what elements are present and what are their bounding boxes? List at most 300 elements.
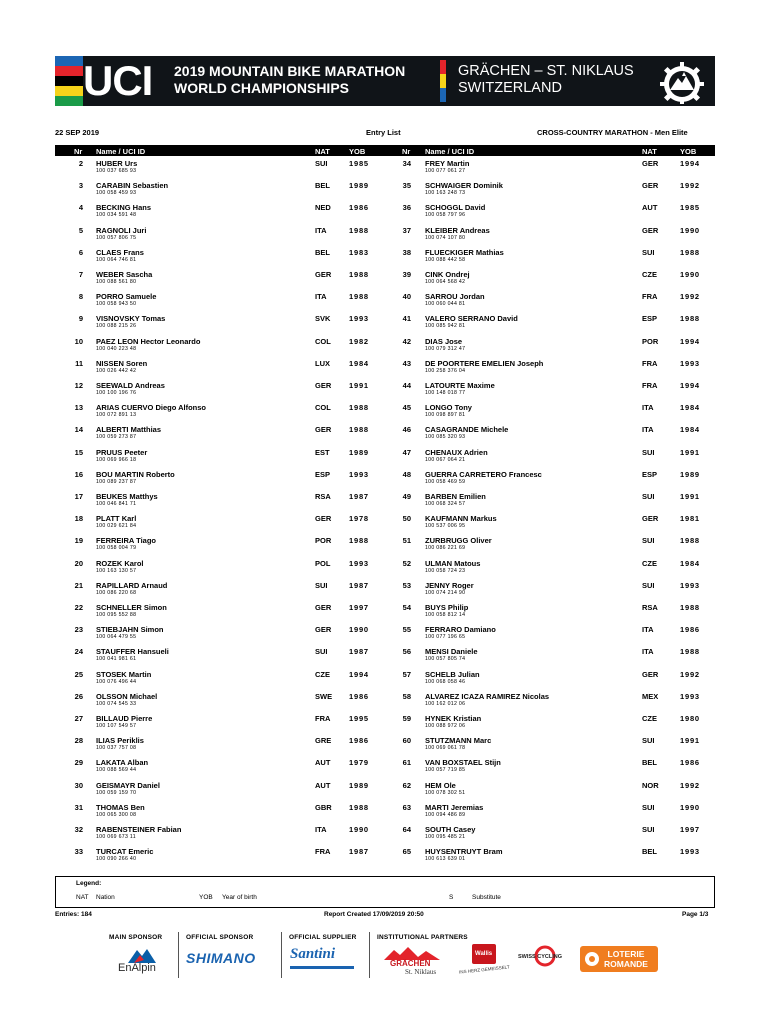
rider-yob: 1988: [349, 802, 369, 812]
table-row: [55, 558, 715, 580]
uci-id: 100 037 685 93: [96, 168, 137, 174]
rider-nation: SUI: [642, 802, 655, 812]
championship-title: 2019 MOUNTAIN BIKE MARATHON WORLD CHAMPIONSHIPS: [174, 63, 406, 96]
rider-number: 47: [402, 447, 411, 457]
rider-name: SCHOGGL David: [425, 203, 486, 213]
table-row: [55, 713, 715, 735]
rider-name: WEBER Sascha: [96, 270, 153, 279]
rider-nation: GER: [315, 425, 332, 435]
venue-title: GRÄCHEN – ST. NIKLAUS SWITZERLAND: [458, 63, 634, 96]
rider-name: FERRARO Damiano: [425, 625, 496, 635]
uci-id: 100 069 966 18: [96, 456, 137, 463]
table-row: [55, 202, 715, 224]
rider-yob: 1986: [349, 691, 369, 701]
official-sponsor-label: OFFICIAL SPONSOR: [186, 934, 254, 941]
uci-id: 100 059 159 70: [96, 789, 137, 796]
rider-nation: GRE: [315, 736, 332, 746]
rider-yob: 1984: [680, 558, 700, 568]
rider-nation: SUI: [315, 580, 328, 590]
rider-nation: SUI: [315, 647, 328, 657]
table-row: [55, 247, 715, 269]
rider-name: JENNY Roger: [425, 580, 474, 590]
rider-nation: GER: [642, 669, 659, 679]
rider-yob: 1993: [680, 691, 700, 701]
rider-nation: RSA: [315, 492, 331, 501]
rider-yob: 1984: [680, 425, 700, 435]
rider-yob: 1982: [349, 336, 369, 346]
rider-nation: SUI: [642, 825, 655, 834]
sponsor-divider: [178, 932, 179, 978]
rider-nation: ITA: [315, 225, 327, 235]
rider-number: 20: [74, 558, 83, 568]
rider-nation: NED: [315, 203, 331, 213]
uci-id: 100 064 568 42: [425, 279, 466, 285]
table-row: [55, 158, 715, 180]
uci-id: 100 163 248 73: [425, 190, 466, 197]
rider-nation: GBR: [315, 802, 332, 812]
rider-nation: SWE: [315, 691, 333, 701]
swiss-cycling-logo: SWISS CYCLING: [518, 954, 563, 960]
uci-id: 100 058 469 59: [425, 478, 466, 485]
rider-yob: 1988: [349, 403, 369, 413]
list-title: Entry List: [366, 128, 401, 137]
rider-number: 30: [74, 780, 83, 790]
rider-number: 44: [402, 381, 411, 390]
rider-number: 42: [402, 336, 411, 346]
rider-name: CHENAUX Adrien: [425, 447, 488, 457]
rider-yob: 1986: [680, 758, 700, 768]
rider-number: 43: [402, 358, 411, 368]
table-row: [55, 535, 715, 557]
table-row: [55, 291, 715, 313]
rider-nation: POR: [642, 336, 659, 346]
uci-id: 100 074 214 90: [425, 589, 466, 596]
rider-name: SCHWAIGER Dominik: [425, 181, 503, 191]
rider-yob: 1997: [349, 603, 369, 612]
loterie-romande-logo: LOTERIE ROMANDE: [604, 949, 648, 969]
rider-number: 2: [78, 159, 83, 168]
rider-nation: POL: [315, 558, 331, 568]
rider-number: 55: [402, 625, 411, 635]
rider-yob: 1993: [349, 558, 369, 568]
rider-yob: 1986: [349, 736, 369, 746]
rider-number: 4: [78, 203, 83, 213]
rider-nation: BEL: [642, 847, 657, 857]
rider-name: GEISMAYR Daniel: [96, 780, 160, 790]
legend-s-text: Substitute: [472, 894, 501, 901]
rider-nation: GER: [315, 603, 332, 612]
rider-yob: 1988: [680, 603, 700, 612]
rider-number: 11: [75, 358, 83, 368]
rider-yob: 1989: [349, 181, 369, 191]
rider-number: 23: [74, 625, 83, 635]
table-row: [55, 735, 715, 757]
rider-number: 8: [78, 292, 83, 302]
rider-number: 63: [402, 802, 411, 812]
uci-id: 100 046 841 71: [96, 501, 137, 507]
rider-nation: AUT: [315, 780, 331, 790]
rider-name: PLATT Karl: [96, 514, 137, 524]
rider-nation: MEX: [642, 691, 659, 701]
rider-name: BARBEN Emilien: [425, 492, 486, 501]
rider-nation: GER: [315, 625, 332, 635]
rider-name: KAUFMANN Markus: [425, 514, 497, 524]
uci-id: 100 086 220 68: [96, 589, 137, 596]
rider-yob: 1990: [680, 225, 700, 235]
rider-name: SARROU Jordan: [425, 292, 485, 302]
rider-name: FREY Martin: [425, 159, 470, 168]
rider-name: TURCAT Emeric: [96, 847, 154, 857]
divider-stripe: [440, 60, 446, 102]
rider-name: VAN BOXSTAEL Stijn: [425, 758, 501, 768]
uci-id: 100 088 215 26: [96, 323, 137, 330]
uci-id: 100 085 942 81: [425, 323, 466, 330]
rider-name: BOU MARTIN Roberto: [96, 469, 175, 479]
uci-id: 100 077 061 27: [425, 168, 466, 174]
rider-name: VALERO SERRANO David: [425, 314, 518, 324]
rider-number: 51: [402, 536, 411, 546]
table-row: [55, 225, 715, 247]
table-row: [55, 313, 715, 335]
table-row: [55, 602, 715, 624]
rider-number: 5: [78, 225, 83, 235]
rider-nation: BEL: [642, 758, 657, 768]
rider-yob: 1988: [349, 536, 369, 546]
legend-s-code: S: [449, 894, 454, 901]
rider-yob: 1986: [680, 625, 700, 635]
uci-id: 100 067 064 21: [425, 456, 466, 463]
table-row: [55, 580, 715, 602]
table-row: [55, 336, 715, 358]
rider-name: SOUTH Casey: [425, 825, 476, 834]
rider-nation: ITA: [315, 292, 327, 302]
rider-nation: SUI: [642, 536, 655, 546]
rider-nation: BEL: [315, 247, 330, 257]
rider-yob: 1985: [349, 159, 369, 168]
table-row: [55, 513, 715, 535]
table-row: [55, 380, 715, 402]
rider-name: OLSSON Michael: [96, 691, 158, 701]
uci-id: 100 060 044 81: [425, 301, 466, 308]
rider-yob: 1988: [349, 425, 369, 435]
rider-yob: 1988: [349, 225, 369, 235]
rider-name: MARTI Jeremias: [425, 802, 484, 812]
rider-nation: BEL: [315, 181, 330, 191]
rider-name: ARIAS CUERVO Diego Alfonso: [96, 403, 207, 413]
rider-name: FERREIRA Tiago: [96, 536, 157, 546]
rider-yob: 1978: [349, 514, 369, 524]
rider-nation: GER: [642, 514, 659, 524]
race-date: 22 SEP 2019: [55, 128, 100, 137]
rider-name: ZURBRUGG Oliver: [425, 536, 492, 546]
uci-id: 100 057 805 74: [425, 656, 466, 663]
rider-nation: COL: [315, 336, 331, 346]
uci-id: 100 068 058 46: [425, 678, 466, 685]
rider-yob: 1991: [680, 736, 700, 746]
rider-yob: 1986: [349, 203, 369, 213]
santini-underline: [290, 966, 354, 969]
uci-id: 100 076 496 44: [96, 678, 137, 685]
main-sponsor-label: MAIN SPONSOR: [109, 934, 163, 941]
uci-id: 100 537 006 95: [425, 523, 466, 530]
table-row: [55, 780, 715, 802]
rider-name: DE POORTERE EMELIEN Joseph: [425, 358, 544, 368]
uci-id: 100 034 591 48: [96, 212, 137, 219]
rider-number: 53: [402, 580, 411, 590]
table-row: [55, 447, 715, 469]
rider-yob: 1987: [349, 580, 369, 590]
table-row: [55, 402, 715, 424]
rider-number: 48: [402, 469, 411, 479]
rider-yob: 1988: [349, 270, 369, 279]
rider-nation: CZE: [642, 558, 657, 568]
rider-nation: GER: [642, 181, 659, 191]
uci-rainbow-stripe: [55, 56, 83, 106]
uci-id: 100 163 130 57: [96, 567, 137, 574]
col-name-left: Name / UCI ID: [96, 146, 146, 156]
uci-id: 100 069 673 11: [96, 834, 136, 840]
rider-number: 3: [78, 181, 83, 191]
rider-nation: FRA: [642, 358, 658, 368]
rider-yob: 1988: [680, 647, 700, 657]
rider-yob: 1992: [680, 181, 700, 191]
uci-id: 100 068 324 57: [425, 501, 466, 507]
rider-name: RAPILLARD Arnaud: [96, 580, 168, 590]
rider-number: 56: [402, 647, 411, 657]
rider-yob: 1995: [349, 714, 369, 723]
rider-name: BUYS Philip: [425, 603, 469, 612]
rider-number: 9: [78, 314, 83, 324]
table-row: [55, 669, 715, 691]
uci-id: 100 029 621 84: [96, 523, 137, 530]
legend-nat-text: Nation: [96, 894, 115, 901]
rider-nation: FRA: [642, 381, 658, 390]
rider-yob: 1988: [680, 314, 700, 324]
rider-yob: 1990: [680, 802, 700, 812]
rider-yob: 1991: [680, 447, 700, 457]
rider-number: 39: [402, 270, 411, 279]
rider-number: 12: [74, 381, 83, 390]
rider-number: 18: [74, 514, 83, 524]
col-yob-left: YOB: [349, 146, 366, 156]
uci-id: 100 064 479 55: [96, 634, 137, 641]
legend-yob-code: YOB: [199, 894, 213, 901]
uci-id: 100 072 891 13: [96, 412, 137, 419]
rider-number: 59: [402, 714, 411, 723]
rider-number: 28: [74, 736, 83, 746]
rider-yob: 1991: [349, 381, 369, 390]
rider-name: ILIAS Periklis: [96, 736, 144, 746]
rider-name: KLEIBER Andreas: [425, 225, 490, 235]
table-row: [55, 269, 715, 291]
rider-yob: 1990: [349, 625, 369, 635]
official-supplier-label: OFFICIAL SUPPLIER: [289, 934, 357, 941]
rider-nation: GER: [642, 225, 659, 235]
rider-number: 33: [74, 847, 83, 857]
rider-number: 19: [74, 536, 83, 546]
uci-id: 100 107 549 57: [96, 723, 137, 729]
uci-id: 100 077 196 65: [425, 634, 466, 641]
rider-yob: 1984: [680, 403, 700, 413]
rider-name: GUERRA CARRETERO Francesc: [425, 469, 542, 479]
uci-id: 100 058 943 50: [96, 301, 137, 308]
rider-name: LONGO Tony: [425, 403, 472, 413]
rider-number: 25: [74, 669, 83, 679]
rider-yob: 1990: [680, 270, 700, 279]
enalpin-logo: EnAlpin: [118, 962, 156, 974]
report-created: Report Created 17/09/2019 20:50: [324, 911, 424, 918]
uci-id: 100 057 806 75: [96, 234, 137, 241]
rider-nation: FRA: [315, 847, 331, 857]
rider-nation: SUI: [642, 492, 655, 501]
rider-nation: COL: [315, 403, 331, 413]
rider-nation: FRA: [315, 714, 331, 723]
table-row: [55, 824, 715, 846]
rider-yob: 1990: [349, 825, 369, 834]
rider-number: 36: [402, 203, 411, 213]
rider-nation: FRA: [642, 292, 658, 302]
rider-yob: 1993: [680, 847, 700, 857]
grachen-logo: GRÄCHEN: [390, 959, 431, 968]
rider-number: 21: [74, 580, 83, 590]
rider-name: ULMAN Matous: [425, 558, 481, 568]
uci-id: 100 058 459 93: [96, 190, 137, 197]
rider-yob: 1993: [349, 314, 369, 324]
rider-name: BECKING Hans: [96, 203, 152, 213]
uci-id: 100 095 552 88: [96, 612, 137, 618]
col-yob-right: YOB: [680, 146, 697, 156]
rider-name: RABENSTEINER Fabian: [96, 825, 182, 834]
grachen-logo-icon: [384, 946, 440, 960]
rider-name: CASAGRANDE Michele: [425, 425, 509, 435]
rider-name: STUTZMANN Marc: [425, 736, 492, 746]
rider-number: 6: [78, 247, 83, 257]
stniklaus-logo: St. Niklaus: [405, 968, 437, 976]
rider-yob: 1987: [349, 492, 369, 501]
rider-number: 60: [402, 736, 411, 746]
table-row: [55, 646, 715, 668]
rider-number: 26: [74, 691, 83, 701]
rider-nation: ITA: [642, 625, 654, 635]
race-category: CROSS-COUNTRY MARATHON - Men Elite: [537, 128, 688, 137]
uci-id: 100 059 273 87: [96, 434, 137, 441]
rider-yob: 1997: [680, 825, 700, 834]
rider-nation: EST: [315, 447, 330, 457]
rider-nation: AUT: [315, 758, 331, 768]
rider-name: MENSI Daniele: [425, 647, 478, 657]
wallis-logo: Wallis: [475, 951, 493, 957]
rider-nation: SVK: [315, 314, 331, 324]
rider-yob: 1987: [349, 847, 369, 857]
uci-id: 100 085 320 93: [425, 434, 466, 441]
rider-number: 65: [402, 847, 411, 857]
rider-number: 22: [74, 603, 83, 612]
uci-id: 100 058 812 14: [425, 612, 466, 618]
rider-number: 61: [402, 758, 411, 768]
rider-name: CARABIN Sebastien: [96, 181, 169, 191]
uci-id: 100 098 897 81: [425, 412, 466, 419]
enalpin-logo-icon: [128, 947, 156, 963]
rider-name: ALBERTI Matthias: [96, 425, 162, 435]
uci-id: 100 078 302 51: [425, 789, 466, 796]
col-name-right: Name / UCI ID: [425, 146, 475, 156]
rider-number: 24: [74, 647, 83, 657]
rider-name: ROZEK Karol: [96, 558, 144, 568]
table-row: [55, 846, 715, 868]
rider-number: 13: [74, 403, 83, 413]
rider-nation: POR: [315, 536, 332, 546]
rider-number: 27: [74, 714, 83, 723]
rider-name: HUYSENTRUYT Bram: [425, 847, 503, 857]
rider-name: BILLAUD Pierre: [96, 714, 153, 723]
rider-name: VISNOVSKY Tomas: [96, 314, 166, 324]
rider-yob: 1992: [680, 292, 700, 302]
legend-title: Legend:: [76, 880, 102, 887]
rider-nation: ESP: [642, 469, 658, 479]
rider-number: 34: [402, 159, 411, 168]
rider-nation: SUI: [315, 159, 328, 168]
rider-nation: CZE: [642, 270, 657, 279]
uci-id: 100 095 485 21: [425, 834, 466, 840]
rider-number: 49: [402, 492, 411, 501]
uci-id: 100 058 797 96: [425, 212, 466, 219]
rider-yob: 1988: [680, 247, 700, 257]
col-nr-left: Nr: [74, 146, 83, 156]
rider-yob: 1989: [349, 780, 369, 790]
uci-id: 100 162 012 06: [425, 700, 466, 707]
rider-yob: 1980: [680, 714, 700, 723]
table-row: [55, 424, 715, 446]
institutional-partners-label: INSTITUTIONAL PARTNERS: [377, 934, 468, 941]
uci-id: 100 041 981 61: [96, 656, 137, 663]
uci-id: 100 057 719 85: [425, 767, 466, 774]
rider-yob: 1988: [680, 536, 700, 546]
rider-name: BEUKES Matthys: [96, 492, 158, 501]
legend-nat-code: NAT: [76, 894, 89, 901]
rider-number: 50: [402, 514, 411, 524]
rider-yob: 1992: [680, 669, 700, 679]
uci-id: 100 079 312 47: [425, 345, 466, 352]
legend-box: [55, 876, 715, 908]
rider-number: 58: [402, 691, 411, 701]
uci-id: 100 058 004 79: [96, 545, 137, 552]
col-nr-right: Nr: [402, 146, 411, 156]
entries-count: Entries: 184: [55, 911, 92, 918]
sponsor-divider: [369, 932, 370, 978]
rider-number: 41: [402, 314, 411, 324]
rider-nation: CZE: [315, 669, 330, 679]
table-header: [55, 145, 715, 156]
rider-yob: 1988: [349, 292, 369, 302]
rider-yob: 1994: [349, 669, 369, 679]
rider-yob: 1985: [680, 203, 700, 213]
uci-id: 100 026 442 42: [96, 367, 137, 374]
rider-name: HEM Ole: [425, 780, 456, 790]
rider-number: 64: [402, 825, 411, 834]
rider-yob: 1989: [349, 447, 369, 457]
rider-number: 16: [74, 469, 83, 479]
rider-yob: 1987: [349, 647, 369, 657]
uci-id: 100 088 972 06: [425, 723, 466, 729]
table-row: [55, 358, 715, 380]
rider-name: HUBER Urs: [96, 159, 138, 168]
rider-nation: SUI: [642, 736, 655, 746]
rider-nation: ITA: [642, 647, 654, 657]
rider-number: 10: [74, 336, 83, 346]
rider-name: SCHELB Julian: [425, 669, 480, 679]
rider-yob: 1993: [680, 358, 700, 368]
rider-number: 45: [402, 403, 411, 413]
